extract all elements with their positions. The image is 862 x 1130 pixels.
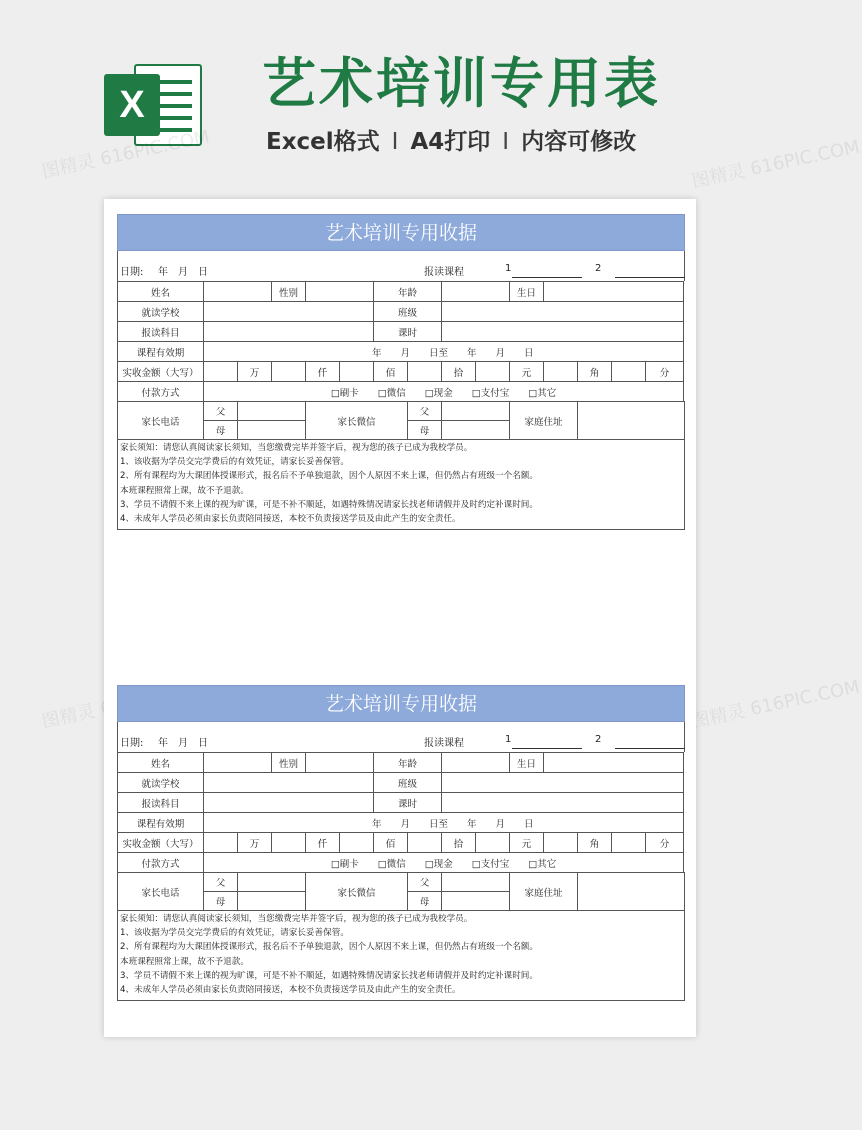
gender-value[interactable] (306, 282, 374, 302)
validity-label: 课程有效期 (118, 813, 204, 833)
payment-label: 付款方式 (118, 853, 204, 873)
unit-qian: 仟 (306, 833, 340, 853)
receipt-table (117, 281, 685, 440)
date-month: 月 (178, 738, 188, 749)
amount-digit[interactable] (544, 833, 578, 853)
payment-options[interactable]: □刷卡 □微信 □现金 □支付宝 □其它 (204, 853, 684, 873)
validity-label: 课程有效期 (118, 342, 204, 362)
notes-line: 本班课程照常上课，故不予退款。 (120, 485, 249, 496)
course-number-2: 2 (595, 263, 602, 274)
class-value[interactable] (442, 773, 684, 793)
hours-label: 课时 (374, 793, 442, 813)
notes-line: 4、未成年人学员必须由家长负责陪同接送，本校不负责接送学员及由此产生的安全责任。 (120, 985, 461, 996)
date-course-line (117, 251, 685, 281)
amount-digit[interactable] (612, 362, 646, 382)
class-value[interactable] (442, 302, 684, 322)
notes-line: 2、所有课程均为大课团体授课形式，报名后不予单独退款，因个人原因不来上课，但仍然占有班级一个名额。 (120, 942, 538, 953)
validity-value[interactable]: 年 月 日至 年 月 日 (204, 342, 684, 362)
mother-phone[interactable] (238, 892, 306, 911)
subtitle-separator: I (391, 129, 399, 155)
wechat-label: 家长微信 (306, 873, 408, 911)
mother-wechat[interactable] (442, 421, 510, 440)
validity-value[interactable]: 年 月 日至 年 月 日 (204, 813, 684, 833)
subject-label: 报读科目 (118, 793, 204, 813)
name-label: 姓名 (118, 282, 204, 302)
gender-label: 性别 (272, 282, 306, 302)
address-label: 家庭住址 (510, 873, 578, 911)
course-2-underline[interactable] (615, 277, 685, 278)
address-value[interactable] (578, 873, 685, 911)
unit-jiao: 角 (578, 362, 612, 382)
subject-value[interactable] (204, 322, 374, 342)
amount-digit[interactable] (340, 362, 374, 382)
receipt-title: 艺术培训专用收据 (117, 214, 685, 251)
subject-value[interactable] (204, 793, 374, 813)
unit-yuan: 元 (510, 833, 544, 853)
wechat-label: 家长微信 (306, 402, 408, 440)
gender-label: 性别 (272, 753, 306, 773)
amount-digit[interactable] (408, 362, 442, 382)
page-title: 艺术培训专用表 (262, 52, 661, 115)
age-label: 年龄 (374, 282, 442, 302)
class-label: 班级 (374, 773, 442, 793)
father-wechat[interactable] (442, 873, 510, 892)
school-label: 就读学校 (118, 302, 204, 322)
amount-digit[interactable] (544, 362, 578, 382)
subtitle-separator: I (502, 129, 510, 155)
unit-fen: 分 (646, 833, 684, 853)
unit-qian: 仟 (306, 362, 340, 382)
date-day: 日 (198, 267, 208, 278)
notes-line: 2、所有课程均为大课团体授课形式，报名后不予单独退款，因个人原因不来上课，但仍然占有班级一个名额。 (120, 471, 538, 482)
page-subtitle (266, 126, 636, 158)
watermark-text: 图精灵 (39, 700, 98, 733)
father-label: 父 (204, 873, 238, 892)
course-number-1: 1 (505, 263, 512, 274)
father-label: 父 (408, 873, 442, 892)
unit-yuan: 元 (510, 362, 544, 382)
name-value[interactable] (204, 753, 272, 773)
mother-label: 母 (204, 421, 238, 440)
birthday-label: 生日 (510, 282, 544, 302)
father-label: 父 (204, 402, 238, 421)
date-label: 日期: (120, 267, 144, 278)
name-label: 姓名 (118, 753, 204, 773)
course-1-underline[interactable] (512, 748, 582, 749)
amount-digit[interactable] (204, 833, 238, 853)
notes-line: 3、学员不请假不来上课的视为旷课，可是不补不顺延，如遇特殊情况请家长找老师请假并及时约定补课时间。 (120, 499, 538, 510)
watermark-text: 图精灵 616PIC.COM (689, 136, 862, 193)
father-label: 父 (408, 402, 442, 421)
address-label: 家庭住址 (510, 402, 578, 440)
unit-shi: 拾 (442, 362, 476, 382)
subject-label: 报读科目 (118, 322, 204, 342)
hours-value[interactable] (442, 322, 684, 342)
unit-fen: 分 (646, 362, 684, 382)
amount-digit[interactable] (204, 362, 238, 382)
class-label: 班级 (374, 302, 442, 322)
subtitle-editable: 内容可修改 (521, 129, 637, 155)
phone-label: 家长电话 (118, 873, 204, 911)
course-2-underline[interactable] (615, 748, 685, 749)
gender-value[interactable] (306, 753, 374, 773)
mother-wechat[interactable] (442, 892, 510, 911)
course-label: 报读课程 (424, 267, 464, 278)
date-year: 年 (158, 267, 168, 278)
subtitle-print: A4打印 (410, 129, 491, 155)
notes-line: 家长须知：请您认真阅读家长须知，当您缴费完毕并签字后，视为您的孩子已成为我校学员。 (120, 914, 473, 924)
school-value[interactable] (204, 773, 374, 793)
form-paper (104, 199, 696, 1037)
receipt-form (117, 214, 685, 530)
mother-label: 母 (408, 421, 442, 440)
unit-wan: 万 (238, 362, 272, 382)
payment-label: 付款方式 (118, 382, 204, 402)
course-label: 报读课程 (424, 738, 464, 749)
father-phone[interactable] (238, 873, 306, 892)
notes-line: 1、该收据为学员交完学费后的有效凭证，请家长妥善保管。 (120, 457, 349, 468)
age-value[interactable] (442, 282, 510, 302)
excel-logo-icon (104, 62, 204, 148)
father-wechat[interactable] (442, 402, 510, 421)
unit-bai: 佰 (374, 833, 408, 853)
date-month: 月 (178, 267, 188, 278)
phone-label: 家长电话 (118, 402, 204, 440)
course-number-2: 2 (595, 734, 602, 745)
receipt-title: 艺术培训专用收据 (117, 685, 685, 722)
amount-digit[interactable] (476, 833, 510, 853)
date-label: 日期: (120, 738, 144, 749)
unit-bai: 佰 (374, 362, 408, 382)
payment-options[interactable]: □刷卡 □微信 □现金 □支付宝 □其它 (204, 382, 684, 402)
watermark-text: 图精灵 616PIC.COM (39, 126, 212, 183)
amount-digit[interactable] (408, 833, 442, 853)
hours-label: 课时 (374, 322, 442, 342)
unit-jiao: 角 (578, 833, 612, 853)
subtitle-format: Excel格式 (266, 129, 380, 155)
age-value[interactable] (442, 753, 510, 773)
notes-line: 家长须知：请您认真阅读家长须知，当您缴费完毕并签字后，视为您的孩子已成为我校学员。 (120, 443, 473, 453)
notes-line: 4、未成年人学员必须由家长负责陪同接送，本校不负责接送学员及由此产生的安全责任。 (120, 514, 461, 525)
amount-digit[interactable] (476, 362, 510, 382)
birthday-label: 生日 (510, 753, 544, 773)
mother-label: 母 (204, 892, 238, 911)
amount-digit[interactable] (272, 833, 306, 853)
unit-wan: 万 (238, 833, 272, 853)
amount-label: 实收金额（大写） (118, 833, 204, 853)
name-value[interactable] (204, 282, 272, 302)
parent-notes (117, 911, 685, 1001)
school-label: 就读学校 (118, 773, 204, 793)
date-year: 年 (158, 738, 168, 749)
parent-notes (117, 440, 685, 530)
hours-value[interactable] (442, 793, 684, 813)
mother-label: 母 (408, 892, 442, 911)
notes-line: 3、学员不请假不来上课的视为旷课，可是不补不顺延，如遇特殊情况请家长找老师请假并及时约定补课时间。 (120, 970, 538, 981)
receipt-table (117, 752, 685, 911)
date-day: 日 (198, 738, 208, 749)
amount-digit[interactable] (340, 833, 374, 853)
unit-shi: 拾 (442, 833, 476, 853)
date-course-line (117, 722, 685, 752)
receipt-form-copy (117, 685, 685, 1001)
amount-label: 实收金额（大写） (118, 362, 204, 382)
amount-digit[interactable] (612, 833, 646, 853)
father-phone[interactable] (238, 402, 306, 421)
address-value[interactable] (578, 402, 685, 440)
school-value[interactable] (204, 302, 374, 322)
watermark-text: 图精灵 616PIC.COM (689, 676, 862, 733)
birthday-value[interactable] (544, 282, 684, 302)
mother-phone[interactable] (238, 421, 306, 440)
notes-line: 本班课程照常上课，故不予退款。 (120, 956, 249, 967)
birthday-value[interactable] (544, 753, 684, 773)
course-number-1: 1 (505, 734, 512, 745)
age-label: 年龄 (374, 753, 442, 773)
amount-digit[interactable] (272, 362, 306, 382)
course-1-underline[interactable] (512, 277, 582, 278)
logo-letter: X (104, 74, 160, 136)
notes-line: 1、该收据为学员交完学费后的有效凭证，请家长妥善保管。 (120, 928, 349, 939)
